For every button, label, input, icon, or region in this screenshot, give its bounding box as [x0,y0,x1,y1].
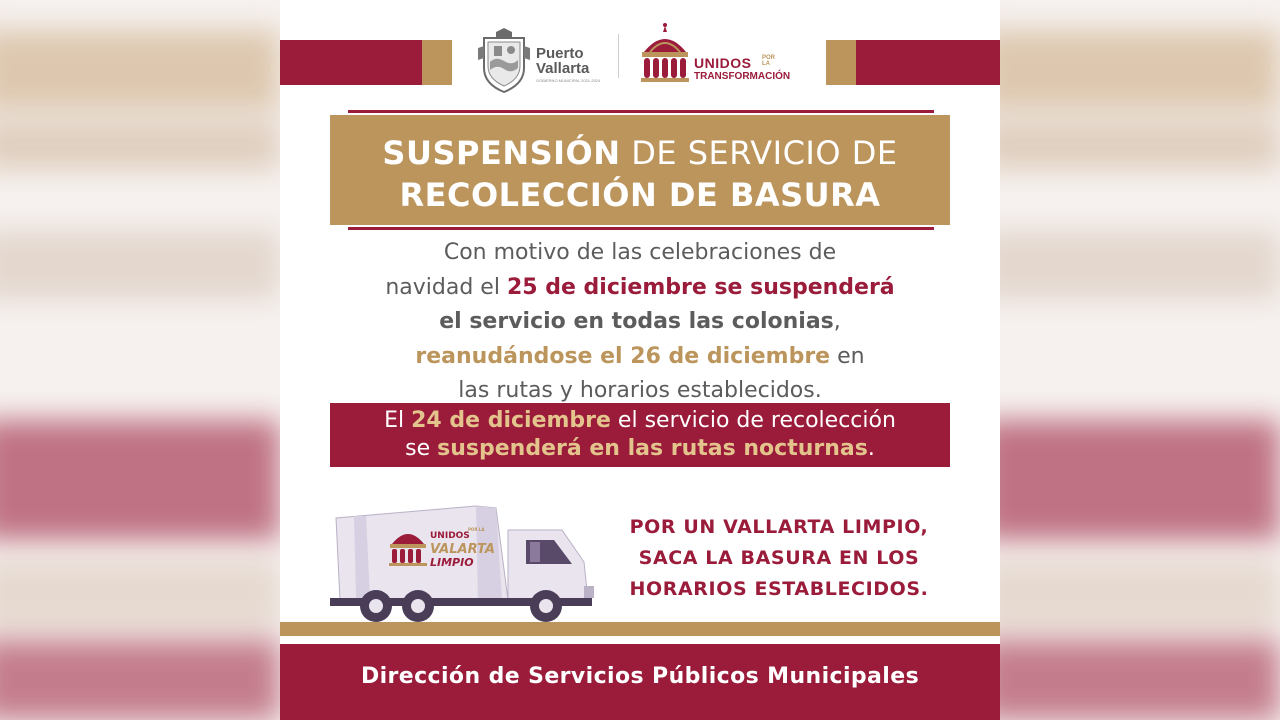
title-rule-top [348,110,934,113]
title-normal-part: DE SERVICIO DE [631,134,898,172]
body-line-5: las rutas y horarios establecidos. [458,378,822,403]
truck-label-word1: UNIDOS [430,531,470,541]
body-line-3: el servicio en todas las colonias, [439,309,841,334]
announcement-poster [280,0,1000,720]
header-accent-right [826,40,856,85]
suspension-date-highlight: 25 de diciembre se suspenderá [506,274,895,300]
por-la-wordmark: POR LA [762,55,776,67]
night-routes-notice: El 24 de diciembre el servicio de recolección se suspenderá en las rutas nocturnas. [330,403,950,467]
notice-highlight: suspenderá en las rutas nocturnas [437,436,868,461]
puerto-vallarta-logo [478,26,603,96]
announcement-body [320,236,960,409]
logo-divider [618,34,619,78]
page-title [330,132,950,216]
truck-label-word4: LIMPIO [430,556,474,569]
blurred-backdrop-left [0,0,280,720]
dome-emblem-icon [638,22,692,84]
title-bold-word: SUSPENSIÓN [382,134,621,172]
unidos-wordmark: UNIDOS [694,55,752,71]
unidos-transformacion-logo [638,22,808,86]
slogan-line-2: SACA LA BASURA EN LOS [638,547,920,569]
garbage-truck-icon [326,500,598,626]
header-accent-left [422,40,452,85]
header-band-right [856,40,1000,85]
slogan-line-3: HORARIOS ESTABLECIDOS. [629,578,929,600]
title-rule-bottom [348,227,934,230]
municipal-government-subtitle: GOBIERNO MUNICIPAL 2021-2024 [536,78,601,83]
slogan-line-1: POR UN VALLARTA LIMPIO, [629,516,929,538]
blurred-backdrop-right [1000,0,1280,720]
body-line-1: Con motivo de las celebraciones de [443,240,837,265]
transformacion-wordmark: TRANSFORMACIÓN [694,71,791,82]
truck-label-word2: POR LA [468,527,485,532]
footer-gold-band [280,622,1000,636]
municipal-shield-icon [478,28,530,94]
notice-date: 24 de diciembre [411,408,611,433]
puerto-vallarta-wordmark: Puerto Vallarta [536,45,590,77]
title-line2: RECOLECCIÓN DE BASURA [399,176,881,214]
slogan [598,512,960,605]
truck-label-word3: VALARTA [430,542,495,557]
title-banner [330,110,950,230]
header-band-left [280,40,422,85]
department-footer: Dirección de Servicios Públicos Municipales [360,664,920,689]
resume-date-highlight: reanudándose el 26 de diciembre [415,343,831,369]
body-line-2: navidad el 25 de diciembre se suspenderá [385,274,895,300]
body-line-4: reanudándose el 26 de diciembre en [415,343,865,369]
